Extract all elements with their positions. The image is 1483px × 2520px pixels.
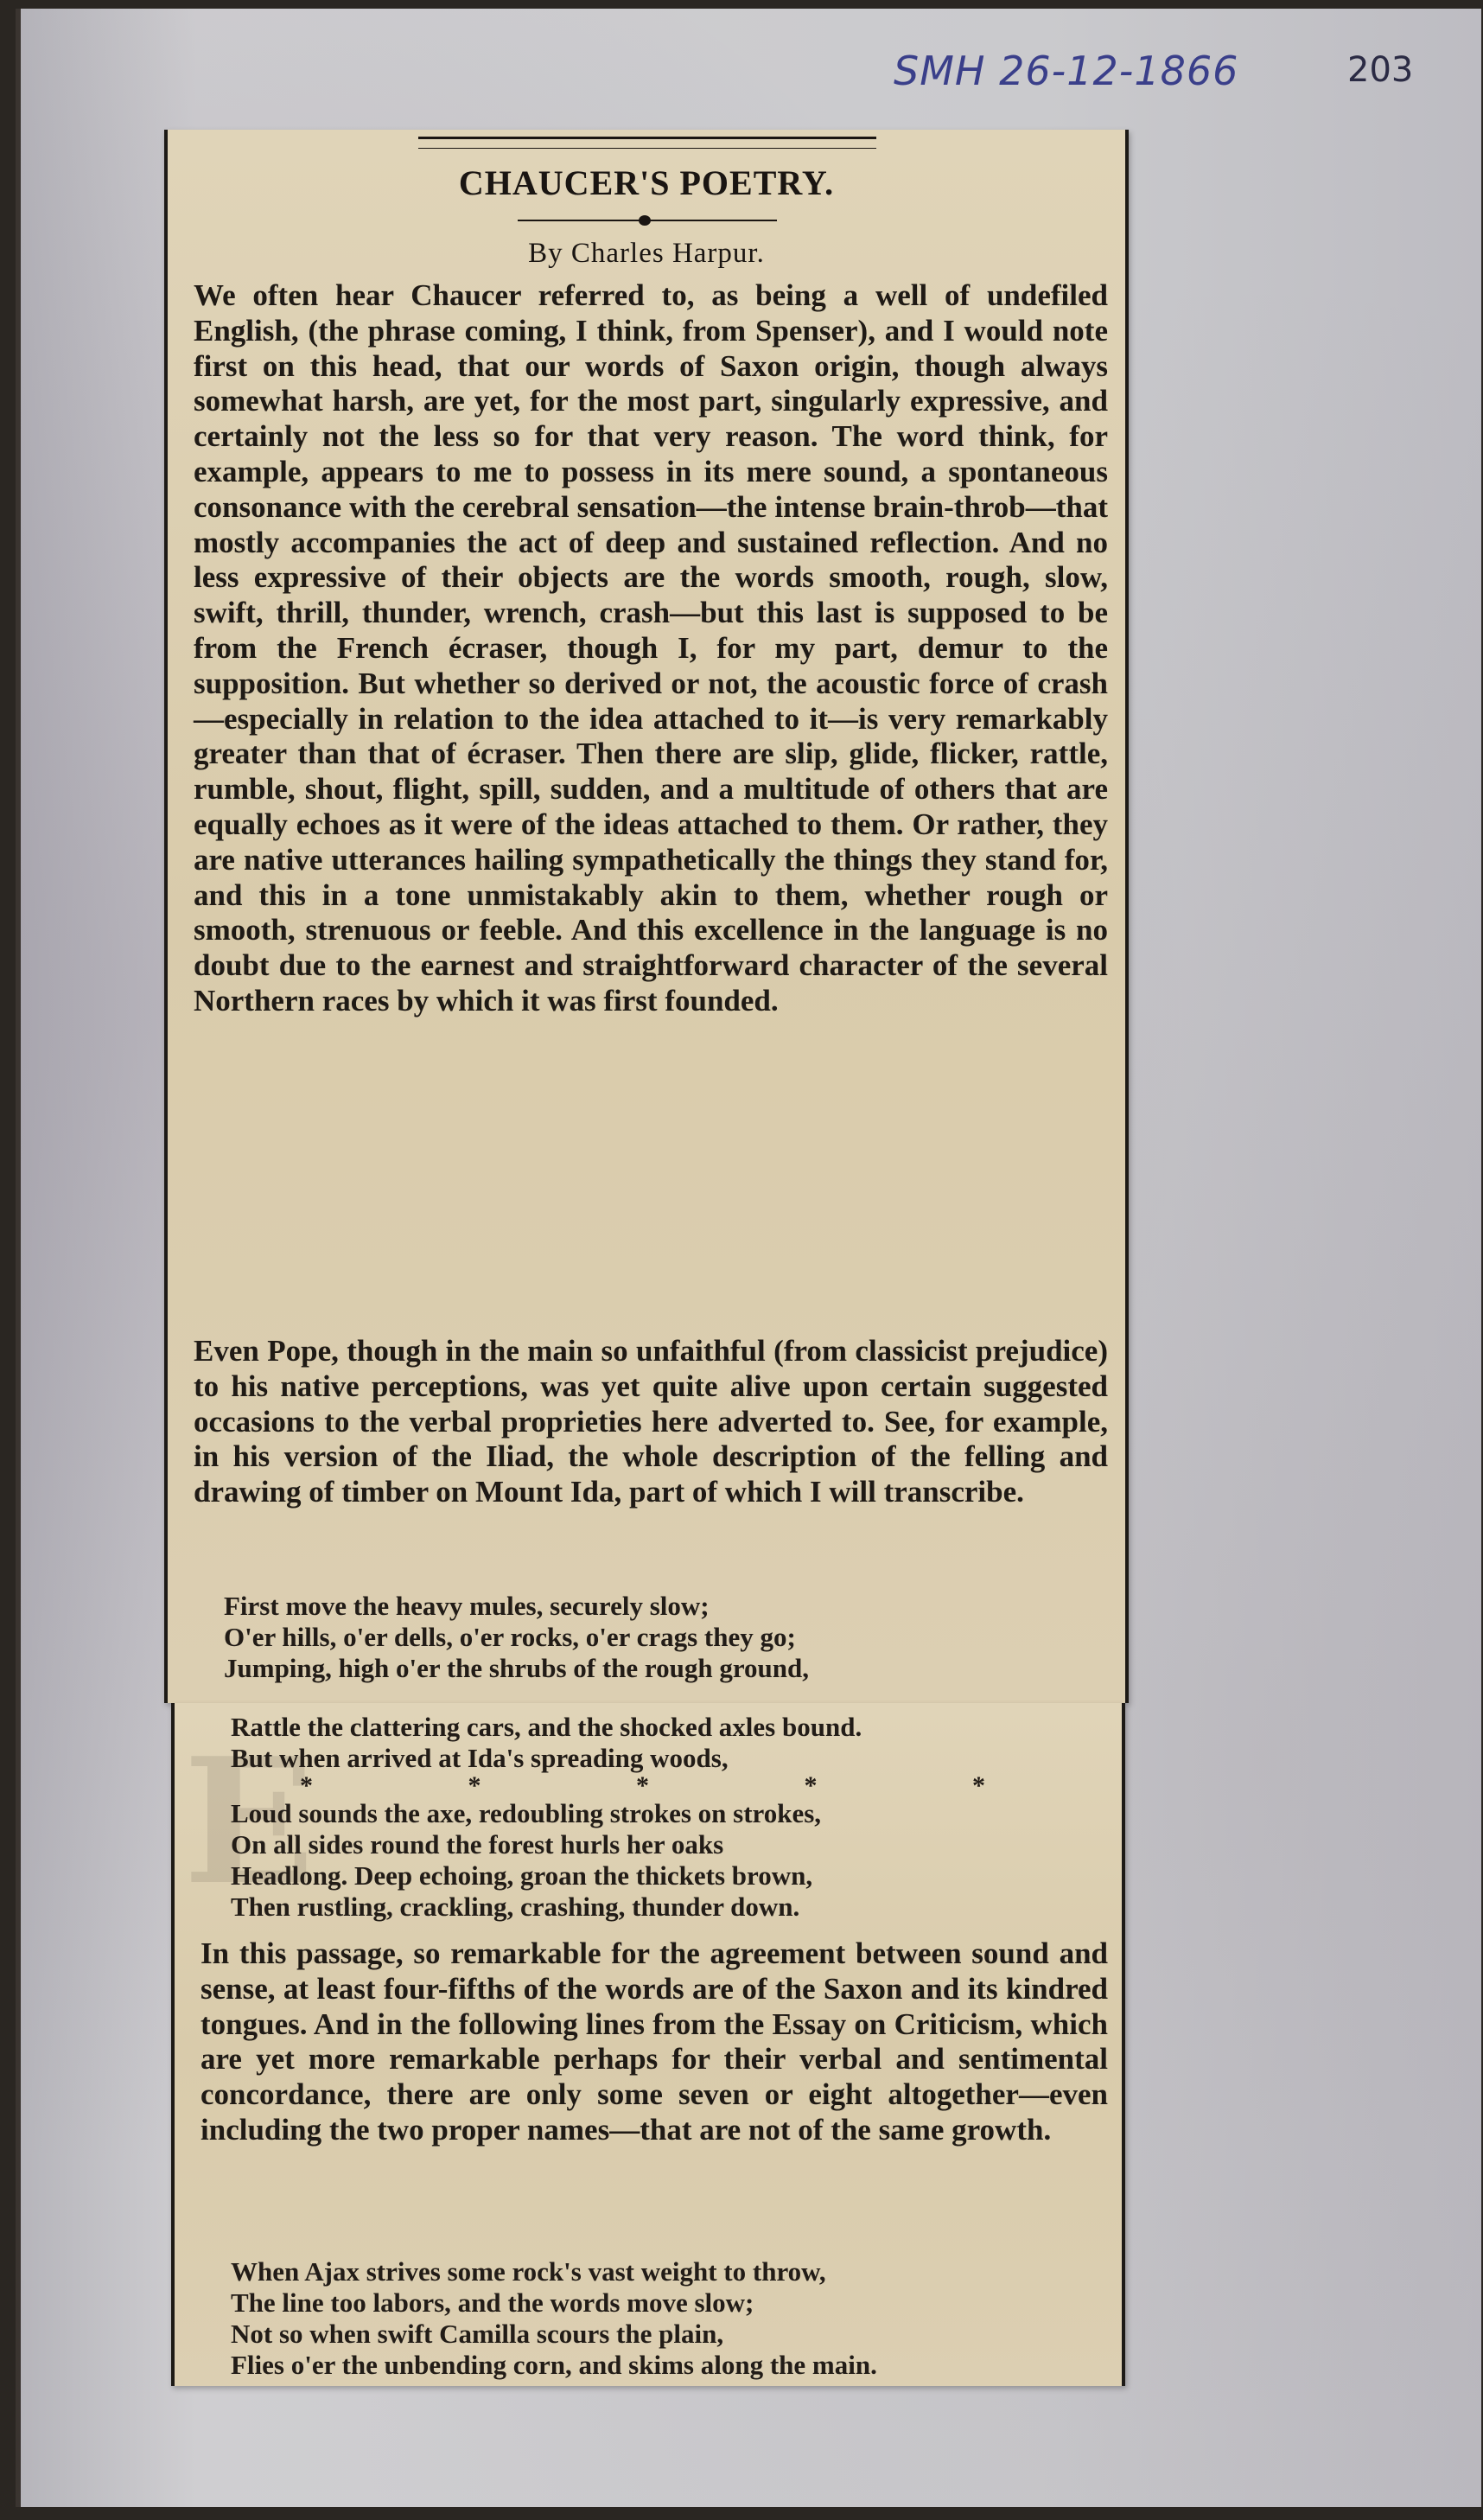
poem-line: First move the heavy mules, securely slow; [224,1591,710,1621]
top-rule [418,137,876,149]
poem-line: O'er hills, o'er dells, o'er rocks, o'er crags they go; [224,1622,796,1652]
poem-line: On all sides round the forest hurls her oaks [231,1829,724,1860]
article-title: CHAUCER'S POETRY. [458,163,835,202]
section-break-stars: * * * * * [300,1771,1060,1800]
newspaper-clipping-lower [171,1703,1125,2386]
show-through-print: E [183,1720,315,1923]
poem-line: Jumping, high o'er the shrubs of the rough ground, [224,1653,810,1683]
poem-line: Flies o'er the unbending corn, and skims along the main. [231,2350,877,2380]
poem-line: The line too labors, and the words move slow; [231,2287,754,2318]
poem-excerpt-3 [231,2256,877,2381]
poem-line: Not so when swift Camilla scours the plain, [231,2319,724,2349]
poem-line: But when arrived at Ida's spreading woods, [231,1743,729,1773]
handwritten-source-annotation: SMH 26-12-1866 [894,48,1239,94]
page-number: 203 [1347,50,1414,90]
poem-excerpt-2 [231,1712,1060,1923]
poem-line: Rattle the clattering cars, and the shocked axles bound. [231,1712,862,1742]
poem-line: Then rustling, crackling, crashing, thunder down. [231,1892,800,1922]
article-byline: By Charles Harpur. [528,238,765,269]
poem-line: Headlong. Deep echoing, groan the thickets brown, [231,1860,813,1891]
article-paragraph-2: Even Pope, though in the main so unfaithful (from classicist prejudice) to his native perceptions, was yet quite alive upon certain suggested occasions to the verbal proprieties here adverted to. See, for example, in his version of the Iliad, the whole description of the felling and drawing of timber on Mount Ida, part of which I will transcribe. [194,1334,1108,1509]
article-paragraph-3: In this passage, so remarkable for the agreement between sound and sense, at least four-fifths of the words are of the Saxon and its kindred tongues. And in the following lines from the Essay on Criticism, which are yet more remarkable perhaps for their verbal and sentimental concordance, there are only some seven or eight altogether—even including the two proper names—that are not of the same growth. [200,1936,1108,2147]
poem-line: When Ajax strives some rock's vast weight to throw, [231,2256,826,2287]
article-paragraph-1: We often hear Chaucer referred to, as being a well of undefiled English, (the phrase coming, I think, from Spenser), and I would note first on this head, that our words of Saxon origin, though always somewhat harsh, are yet, for the most part, singularly expressive, and certainly not the less so for that very reason. The word think, for example, appears to me to possess in its mere sound, a spontaneous consonance with the cerebral sensation—the intense brain-throb—that mostly accompanies the act of deep and sustained reflection. And no less expressive of their objects are the words smooth, rough, slow, swift, thrill, thunder, wrench, crash—but this last is supposed to be from the French écraser, though I, for my part, demur to the supposition. But whether so derived or not, the acoustic force of crash—especially in relation to the idea attached to it—is very remarkably greater than that of écraser. Then there are slip, glide, flicker, rattle, rumble, shout, flight, spill, sudden, and a multitude of others that are equally echoes as it were of the ideas attached to them. Or rather, they are native utterances hailing sympathetically the things they stand for, and this in a tone unmistakably akin to them, whether rough or smooth, strenuous or feeble. And this excellence in the language is no doubt due to the earnest and straightforward character of the several Northern races by which it was first founded. [194,278,1108,1018]
poem-line: Loud sounds the axe, redoubling strokes on strokes, [231,1798,822,1828]
poem-excerpt-1 [224,1591,809,1684]
title-ornament-icon [518,214,777,226]
newspaper-clipping-upper [164,130,1129,1703]
